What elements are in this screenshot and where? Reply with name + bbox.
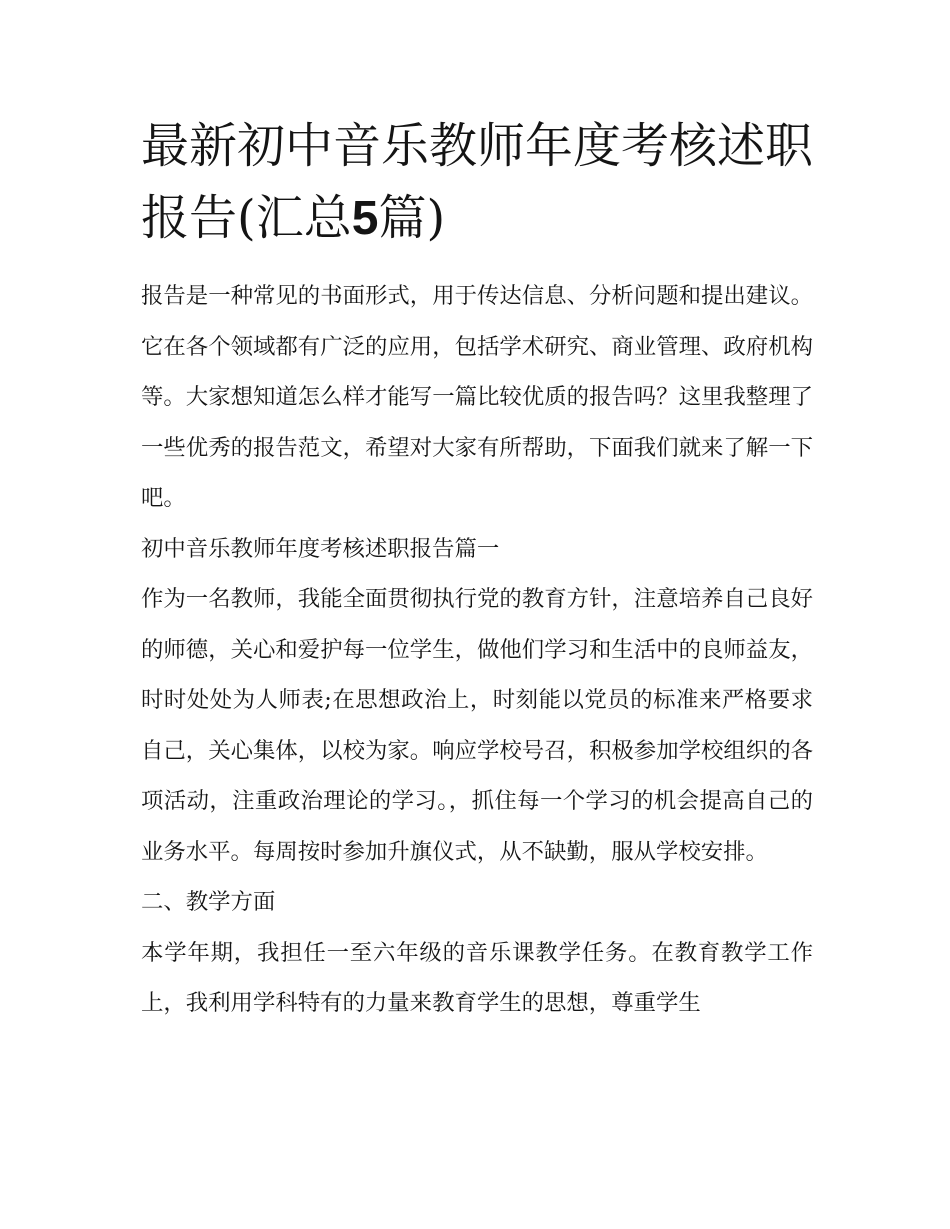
- section1-paragraph: 作为一名教师，我能全面贯彻执行党的教育方针，注意培养自己良好的师德，关心和爱护每一位学生，做他们学习和生活中的良师益友，时时处处为人师表;在思想政治上，时刻能以党员的标准来严格要求自己，关心集体，以校为家。响应学校号召，积极参加学校组织的各项活动，注重政治理论的学习。，抓住每一个学习的机会提高自己的业务水平。每周按时参加升旗仪式，从不缺勤，服从学校安排。: [141, 586, 813, 865]
- title-suffix: 篇): [378, 190, 446, 246]
- section1-heading: 初中音乐教师年度考核述职报告篇一: [141, 535, 500, 562]
- section2-heading: 二、教学方面: [141, 889, 276, 915]
- title-text: 最新初中音乐教师年度考核述职报告(汇总: [141, 118, 814, 246]
- document-page: [141, 110, 813, 1029]
- section2-paragraph: 本学年期，我担任一至六年级的音乐课教学任务。在教育教学工作上，我利用学科特有的力量来教育学生的思想，尊重学生: [141, 939, 813, 1016]
- title-number: 5: [351, 192, 379, 245]
- document-title: [141, 110, 813, 255]
- intro-paragraph: 报告是一种常见的书面形式，用于传达信息、分析问题和提出建议。它在各个领域都有广泛的应用，包括学术研究、商业管理、政府机构等。大家想知道怎么样才能写一篇比较优质的报告吗？这里我整理了一些优秀的报告范文，希望对大家有所帮助，下面我们就来了解一下吧。: [141, 283, 813, 511]
